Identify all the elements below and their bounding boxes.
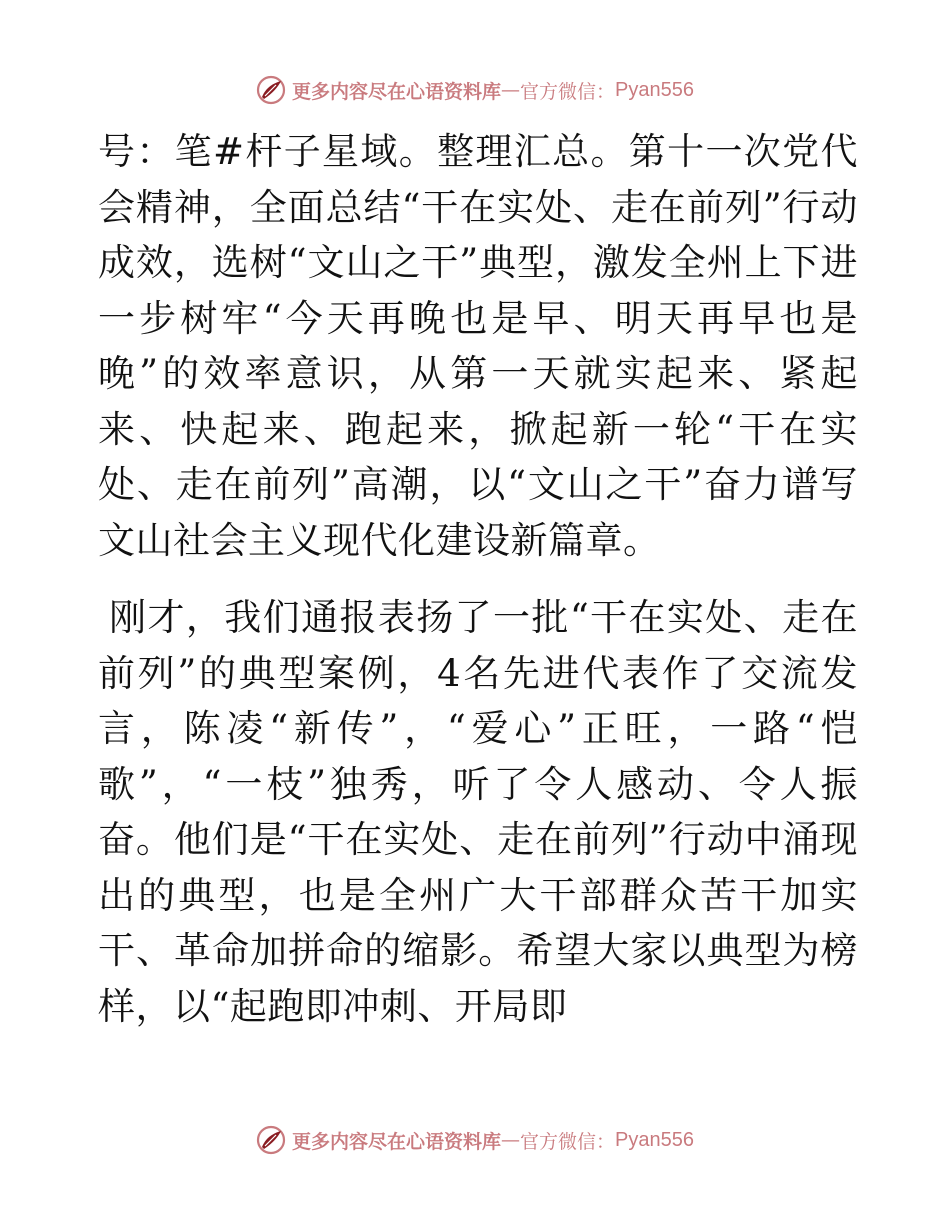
- banner-wechat-id: Pyan556: [615, 1128, 694, 1151]
- header-banner: [0, 70, 950, 110]
- banner-main-text: 更多内容尽在心语资料库: [292, 80, 502, 103]
- document-body: [98, 124, 858, 1034]
- paragraph-1: 号：笔#杆子星域。整理汇总。第十一次党代会精神，全面总结“干在实处、走在前列”行动成效，选树“文山之干”典型，激发全州上下进一步树牢“今天再晚也是早、明天再早也是晚”的效率意识，从第一天就实起来、紧起来、快起来、跑起来，掀起新一轮“干在实处、走在前列”高潮，以“文山之干”奋力谱写文山社会主义现代化建设新篇章。: [98, 130, 858, 562]
- paragraph-2: 刚才，我们通报表扬了一批“干在实处、走在前列”的典型案例，4名先进代表作了交流发言，陈凌“新传”，“爱心”正旺，一路“恺歌”，“一枝”独秀，听了令人感动、令人振奋。他们是“干在实处、走在前列”行动中涌现出的典型，也是全州广大干部群众苦干加实干、革命加拼命的缩影。希望大家以典型为榜样，以“起跑即冲刺、开局即: [98, 596, 858, 1028]
- banner-wechat-label: 官方微信：: [520, 80, 616, 103]
- pen-nib-logo-icon: [256, 1125, 286, 1155]
- pen-nib-logo-icon: [256, 75, 286, 105]
- banner-dash: —: [501, 1129, 521, 1151]
- banner-dash: —: [501, 79, 521, 101]
- banner-wechat-label: 官方微信：: [520, 1130, 616, 1153]
- banner-wechat-id: Pyan556: [615, 78, 694, 101]
- footer-banner: [0, 1120, 950, 1160]
- banner-main-text: 更多内容尽在心语资料库: [292, 1130, 502, 1153]
